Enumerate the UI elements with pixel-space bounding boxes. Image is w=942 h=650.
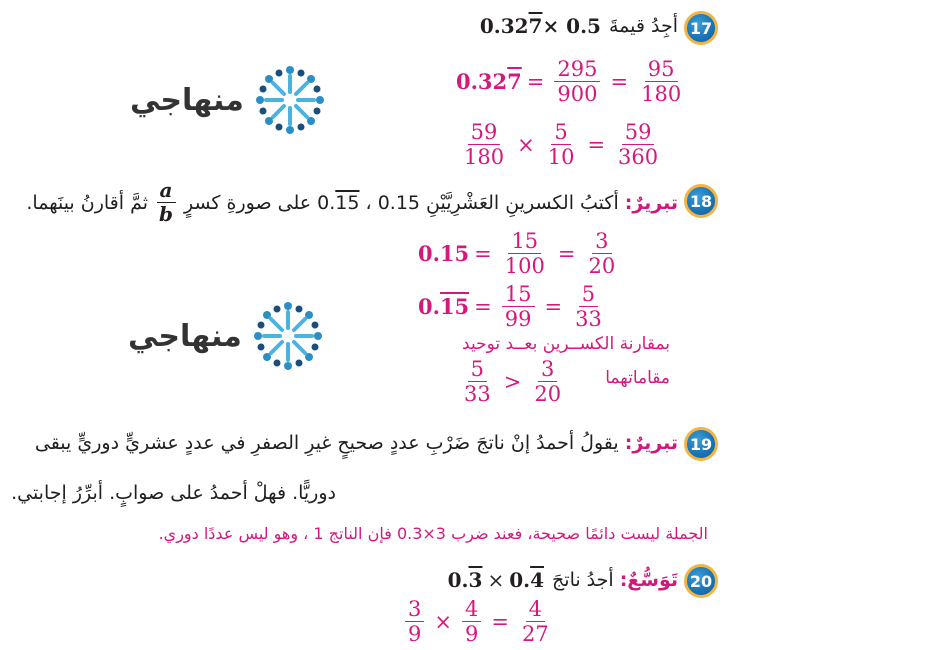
fraction: $\frac{295}{900}$ bbox=[554, 58, 600, 105]
logo-emblem-icon bbox=[252, 62, 328, 138]
fraction: $\frac{5}{33}$ bbox=[464, 357, 491, 407]
q19-answer: الجملة ليست دائمًا صحيحة، فعند ضرب 3×0.3 فإن الناتج 1 ، وهو ليس عددًا دوري. bbox=[158, 524, 708, 543]
logo-manhaji-1 bbox=[130, 62, 328, 138]
q18-prompt-d: ثمَّ أقارنُ بينَهما. bbox=[26, 191, 149, 214]
q17-prompt-text: أجِدُ قيمةَ bbox=[608, 15, 678, 37]
fraction: $\frac{59}{180}$ bbox=[464, 120, 505, 170]
question-number-badge: 20 bbox=[684, 564, 718, 598]
q18-compare-label: مقاماتهما bbox=[605, 368, 670, 388]
fraction: $\frac{15}{100}$ bbox=[504, 229, 545, 279]
fraction: $\frac{3}{9}$ bbox=[405, 598, 424, 645]
q18-solution-line-2: 0. 15 = $\frac{15}{99}$ = $\frac{5}{33}$ bbox=[418, 283, 610, 330]
q20-expression: 0. 3 × 0. 4 bbox=[447, 568, 545, 592]
q17-expression: 0.32 7 × 0.5 bbox=[479, 14, 601, 38]
question-number-badge: 17 bbox=[684, 11, 718, 45]
q17-solution-line-2: $\frac{59}{180}$ × $\frac{5}{10}$ = $\frac{59}{360}$ bbox=[456, 121, 666, 168]
question-number-badge: 19 bbox=[684, 427, 718, 461]
q17-solution-line-1: 0.32 7 = $\frac{295}{900}$ = $\frac{95}{180}$ bbox=[456, 58, 689, 105]
fraction: $\frac{4}{27}$ bbox=[521, 597, 549, 647]
fraction: $\frac{4}{9}$ bbox=[462, 598, 481, 645]
q20-prompt: تَوَسُّعٌ: أجدُ ناتجَ 0. 3 × 0. 4 bbox=[447, 568, 678, 592]
q18-prompt bbox=[26, 180, 678, 225]
question-number-badge: 18 bbox=[684, 184, 718, 218]
q18-comparison: $\frac{5}{33}$ > $\frac{3}{20}$ bbox=[456, 358, 569, 405]
logo-text: منهاجي bbox=[128, 318, 242, 354]
fraction: $\frac{15}{99}$ bbox=[502, 283, 535, 330]
logo-text: منهاجي bbox=[130, 82, 244, 118]
q18-solution-line-1: 0.15 = $\frac{15}{100}$ = $\frac{3}{20}$ bbox=[418, 230, 623, 277]
q20-tag: تَوَسُّعٌ: bbox=[619, 569, 678, 591]
q17-prompt bbox=[480, 14, 678, 38]
logo-manhaji-2 bbox=[128, 298, 326, 374]
fraction: $\frac{3}{20}$ bbox=[588, 229, 616, 279]
fraction: $\frac{5}{33}$ bbox=[575, 282, 602, 332]
fraction-a-over-b: $\frac{a}{b}$ bbox=[156, 180, 176, 225]
q19-tag: تبريرٌ: bbox=[624, 432, 678, 454]
fraction: $\frac{95}{180}$ bbox=[641, 57, 682, 107]
fraction: $\frac{5}{10}$ bbox=[547, 120, 575, 170]
fraction: $\frac{59}{360}$ bbox=[618, 120, 659, 170]
logo-emblem-icon bbox=[250, 298, 326, 374]
q18-tag: تبريرٌ: bbox=[624, 191, 678, 214]
q19-line-2: دوريًّا. فهلْ أحمدُ على صوابٍ. أبرِّرُ إجابتي. bbox=[11, 482, 336, 504]
q18-compare-text: بمقارنة الكســرين بعــد توحيد bbox=[462, 334, 670, 354]
q18-prompt-a: أكتبُ الكسرينِ العَشْرِيَّيْنِ 0.15 ، 0.15 على صورةِ كسرٍ bbox=[184, 191, 619, 214]
q19-line-1: تبريرٌ: يقولُ أحمدُ إنْ ناتجَ ضَرْبِ عددٍ صحيحٍ غيرِ الصفرِ في عددٍ عشريٍّ دوريٍّ يبقى bbox=[34, 432, 678, 454]
q20-solution: $\frac{3}{9}$ × $\frac{4}{9}$ = $\frac{4}{27}$ bbox=[400, 598, 557, 645]
fraction: $\frac{3}{20}$ bbox=[534, 357, 562, 407]
